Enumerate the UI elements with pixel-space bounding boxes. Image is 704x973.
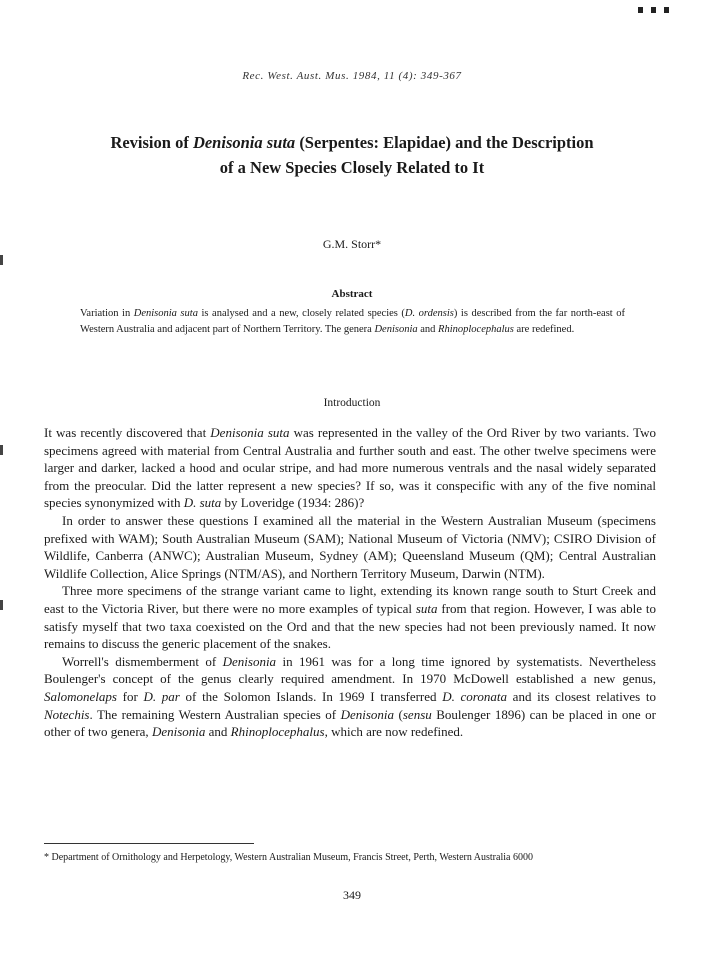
latin-term: sensu xyxy=(402,706,432,722)
paragraph xyxy=(44,653,656,741)
text: Worrell's dismemberment of xyxy=(62,653,223,669)
species-name: D. suta xyxy=(183,495,222,511)
species-name: suta xyxy=(415,600,438,616)
scan-edge-mark xyxy=(0,600,3,610)
genus-name: Notechis xyxy=(44,706,90,722)
abstract-new-species: D. ordensis xyxy=(404,308,454,319)
text: Boulenger 1896) can be placed in one or other of two genera, xyxy=(44,706,656,740)
species-name: Denisonia suta xyxy=(210,425,290,440)
abstract-text-part: is analysed and a new, closely related species ( xyxy=(197,308,405,319)
footnote: * Department of Ornithology and Herpetology, Western Australian Museum, Francis Street, Perth, Western Australia 6000 xyxy=(44,852,533,863)
author-name: G.M. Storr* xyxy=(322,237,382,251)
abstract-text-part: ) is described from the far north-east of Western Australia and adjacent part of Northern Territory. The genera xyxy=(80,308,626,335)
abstract-heading: Abstract xyxy=(331,288,373,300)
text: and its closest relatives to xyxy=(507,688,656,704)
title-prefix: Revision of xyxy=(110,133,193,152)
page-number: 349 xyxy=(343,888,361,902)
species-name: D. coronata xyxy=(442,688,507,704)
genus-name: Rhinoplocephalus xyxy=(230,724,325,740)
scan-marks xyxy=(630,0,690,8)
text: Three more specimens of the strange variant came to light, extending its known range south to Sturt Creek and east to the Victoria River, but there were no more examples of typical xyxy=(44,583,656,616)
text: for xyxy=(116,688,144,704)
text: from that region. However, I was able to satisfy myself that two taxa coexisted on the Ord and that the new species had not been previously named. It now remains to discuss the generic placement of the snakes. xyxy=(44,600,656,652)
text: of the Solomon Islands. In 1969 I transferred xyxy=(179,688,443,704)
introduction-body xyxy=(44,424,656,741)
introduction-heading: Introduction xyxy=(323,397,381,409)
title-line1-rest: (Serpentes: Elapidae) and the Description xyxy=(295,133,594,152)
species-name: D. par xyxy=(143,688,180,704)
abstract-text-part: and xyxy=(417,324,439,335)
genus-name: Denisonia xyxy=(151,724,206,740)
genus-name: Denisonia xyxy=(340,706,395,722)
genus-name: Denisonia xyxy=(222,653,277,669)
title-species: Denisonia suta xyxy=(192,133,296,152)
scan-edge-mark xyxy=(0,255,3,265)
abstract-genus: Denisonia xyxy=(374,324,418,335)
text: was represented in the valley of the Ord River by two variants. Two specimens agreed with material from Central Australia and further south and east. The other twelve specimens were larger and darker, lacked a hood and ocular stripe, and had more numerous ventrals and the nasal widely separated from the preocular. Did the latter represent a new species? If so, was it conspecific with any of the five nominal species synonymized with xyxy=(44,425,656,511)
abstract-text-part: Variation in xyxy=(80,308,134,319)
text: . The remaining Western Australian species of xyxy=(89,706,341,722)
text: It was recently discovered that xyxy=(44,425,211,440)
journal-citation: Rec. West. Aust. Mus. 1984, 11 (4): 349-367 xyxy=(242,70,462,82)
paragraph xyxy=(44,582,656,652)
paragraph: In order to answer these questions I examined all the material in the Western Australian Museum (specimens prefixed with WAM); South Australian Museum (SAM); National Museum of Victoria (NMV); CSIRO Division of Wildlife, Canberra (ANWC); Australian Museum, Sydney (AM); Queensland Museum (QM); Central Australian Wildlife Collection, Alice Springs (NTM/AS), and Northern Territory Museum, Darwin (NTM). xyxy=(44,512,656,581)
genus-name: Salomonelaps xyxy=(44,688,117,704)
text: ( xyxy=(394,706,403,722)
text: by Loveridge (1934: 286)? xyxy=(221,495,365,511)
footnote-divider xyxy=(44,843,254,844)
abstract-text xyxy=(80,306,625,338)
scan-edge-mark xyxy=(0,445,3,455)
text: in 1961 was for a long time ignored by systematists. Nevertheless Boulenger's concept of the genus clearly required amendment. In 1970 McDowell established a new genus, xyxy=(44,653,656,687)
paper-title xyxy=(60,130,644,180)
paragraph xyxy=(44,424,656,512)
abstract-species: Denisonia suta xyxy=(133,308,198,319)
abstract-genus: Rhinoplocephalus xyxy=(438,324,514,335)
text: , which are now redefined. xyxy=(324,724,464,740)
abstract-text-part: are redefined. xyxy=(513,324,575,335)
text: and xyxy=(205,724,231,740)
title-line2: of a New Species Closely Related to It xyxy=(219,158,485,177)
